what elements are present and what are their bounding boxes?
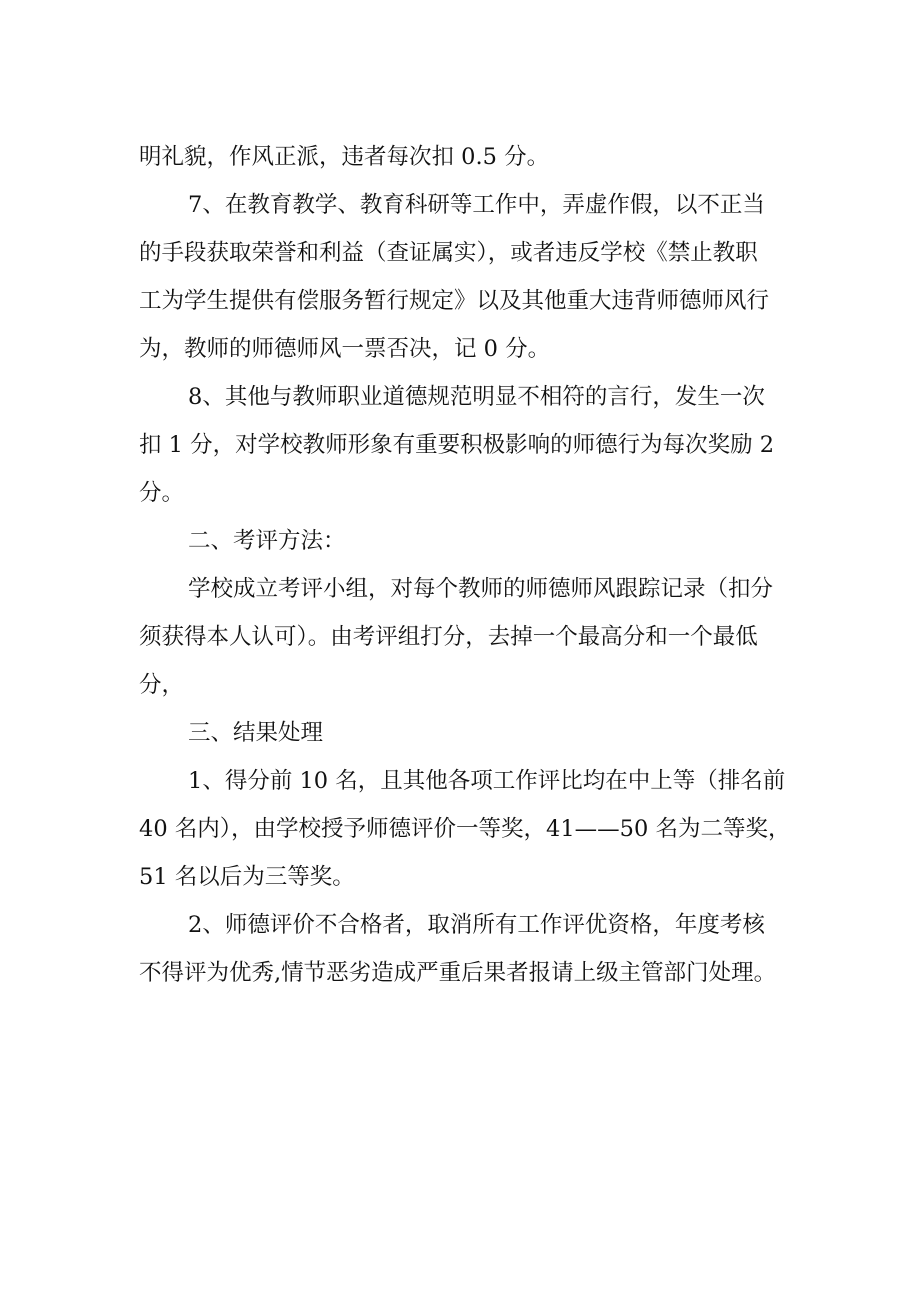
text-line-10: 学校成立考评小组，对每个教师的师德师风跟踪记录（扣分 xyxy=(188,576,774,602)
section-heading-results: 三、结果处理 xyxy=(188,720,324,746)
text-line-17: 2、师德评价不合格者，取消所有工作评优资格，年度考核 xyxy=(188,912,765,938)
text-line-14: 1、得分前 10 名，且其他各项工作评比均在中上等（排名前 xyxy=(188,768,786,794)
text-line-11: 须获得本人认可）。由考评组打分，去掉一个最高分和一个最低 xyxy=(139,624,758,650)
text-line-7: 扣 1 分，对学校教师形象有重要积极影响的师德行为每次奖励 2 xyxy=(139,432,775,458)
text-line-2: 7、在教育教学、教育科研等工作中，弄虚作假，以不正当 xyxy=(188,192,765,218)
text-line-6: 8、其他与教师职业道德规范明显不相符的言行，发生一次 xyxy=(188,384,765,410)
text-line-15: 40 名内），由学校授予师德评价一等奖，41——50 名为二等奖， xyxy=(139,816,791,842)
text-line-12: 分， xyxy=(139,672,185,698)
text-line-16: 51 名以后为三等奖。 xyxy=(139,864,355,890)
text-line-4: 工为学生提供有偿服务暂行规定》以及其他重大违背师德师风行 xyxy=(139,288,770,314)
text-line-18: 不得评为优秀,情节恶劣造成严重后果者报请上级主管部门处理。 xyxy=(139,960,777,986)
text-line-8: 分。 xyxy=(139,480,185,506)
text-line-1: 明礼貌，作风正派，违者每次扣 0.5 分。 xyxy=(139,144,550,170)
text-line-5: 为，教师的师德师风一票否决，记 0 分。 xyxy=(139,336,551,362)
section-heading-method: 二、考评方法： xyxy=(188,528,346,554)
text-line-3: 的手段获取荣誉和利益（查证属实），或者违反学校《禁止教职 xyxy=(139,240,758,266)
